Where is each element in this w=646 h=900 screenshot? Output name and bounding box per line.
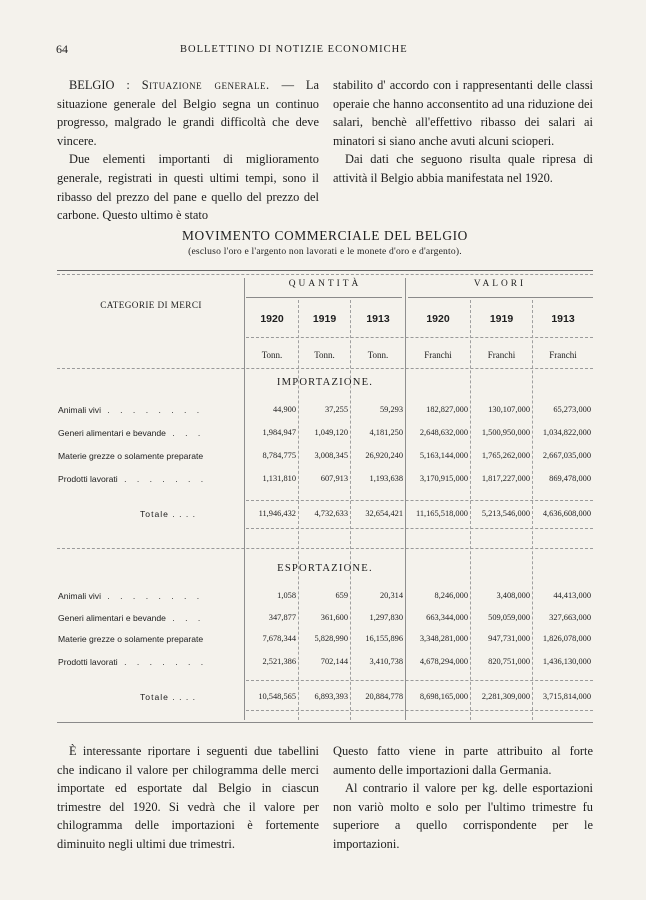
import-cell-value: 182,827,000 (426, 405, 468, 414)
export-total-value: 2,281,309,000 (481, 692, 530, 701)
export-cell-value: 5,828,990 (314, 634, 348, 643)
export-cell-value: 3,410,738 (369, 657, 403, 666)
export-total-value: 3,715,814,000 (542, 692, 591, 701)
export-cell-value: 7,678,344 (262, 634, 296, 643)
row-label-text: Prodotti lavorati (58, 657, 118, 667)
export-row-label (58, 613, 236, 623)
intro-right-paragraph-2: Dai dati che seguono risulta quale ripresa di attività il Belgio abbia manifestata nel 1920. (333, 152, 593, 185)
col-sep-category (244, 278, 245, 720)
running-title: BOLLETTINO DI NOTIZIE ECONOMICHE (180, 44, 408, 55)
import-cell-value: 4,181,250 (369, 428, 403, 437)
row-label-text: Generi alimentari e bevande (58, 428, 166, 438)
closing-left-column (57, 742, 319, 854)
export-cell-value: 3,408,000 (496, 591, 530, 600)
import-total-value: 11,165,518,000 (415, 509, 468, 518)
unit-header: Tonn. (367, 350, 389, 360)
import-cell-value: 1,193,638 (369, 474, 403, 483)
export-top-rule (57, 548, 593, 549)
row-label-text: Prodotti lavorati (58, 474, 118, 484)
col-sep-quantity-values (405, 278, 406, 720)
export-cell-value: 509,059,000 (488, 613, 530, 622)
dot-leader: . . . (165, 613, 205, 623)
closing-right-column (333, 742, 593, 854)
export-cell-value: 659 (335, 591, 348, 600)
import-cell-value: 26,920,240 (365, 451, 403, 460)
import-cell-value: 44,900 (272, 405, 296, 414)
group-header-quantity: QUANTITÀ (288, 279, 362, 289)
page-number: 64 (56, 42, 68, 56)
export-cell-value: 4,678,294,000 (419, 657, 468, 666)
import-total-value: 5,213,546,000 (481, 509, 530, 518)
intro-right-paragraph-1: stabilito d' accordo con i rappresentanti delle classi operaie che hanno acconsentito ad una riduzione dei salari, benchè all'effettivo ribasso dei salari ai minatori si siano anche avuti alcuni scioperi. (333, 78, 593, 148)
export-cell-value: 1,297,830 (369, 613, 403, 622)
import-cell-value: 130,107,000 (488, 405, 530, 414)
year-header: 1913 (551, 313, 575, 325)
export-cell-value: 44,413,000 (553, 591, 591, 600)
dot-leader: . . . . . . . (117, 657, 208, 667)
closing-right-paragraph-2: Al contrario il valore per kg. delle esportazioni non variò molto e solo per l'ultimo trimestre fu superiore a quello corrispondente per le importazioni. (333, 781, 593, 851)
group-header-values: VALORI (473, 279, 527, 289)
import-row-label (58, 405, 236, 415)
intro-left-paragraph-2: Due elementi importanti di miglioramento generale, registrati in questi ultimi tempi, sono il ribasso del prezzo del pane e quello del prezzo del carbone. Questo ultimo è stato (57, 152, 319, 223)
dot-leader: . . . . . . . . (100, 405, 204, 415)
row-label-text: Materie grezze o solamente preparate (58, 451, 204, 461)
export-total-value: 8,698,165,000 (419, 692, 468, 701)
unit-header: Tonn. (261, 350, 283, 360)
export-cell-value: 702,144 (320, 657, 348, 666)
row-label-text: Totale (140, 692, 169, 702)
export-cell-value: 663,344,000 (426, 613, 468, 622)
row-label-text: Totale (140, 509, 169, 519)
closing-right-paragraph-1: Questo fatto viene in parte attribuito al forte aumento delle importazioni dalla Germania. (333, 744, 593, 777)
import-total-value: 11,946,432 (258, 509, 296, 518)
unit-header: Franchi (549, 350, 577, 360)
import-cell-value: 1,817,227,000 (481, 474, 530, 483)
export-cell-value: 2,521,386 (262, 657, 296, 666)
import-cell-value: 3,008,345 (314, 451, 348, 460)
year-header: 1919 (489, 313, 514, 325)
import-cell-value: 1,984,947 (262, 428, 296, 437)
export-row-label (58, 634, 236, 644)
import-cell-value: 869,478,000 (549, 474, 591, 483)
import-cell-value: 8,784,775 (262, 451, 296, 460)
import-total-value: 4,732,633 (314, 509, 348, 518)
intro-right-column (333, 76, 593, 188)
export-cell-value: 327,663,000 (549, 613, 591, 622)
row-label-text: Animali vivi (58, 405, 101, 415)
import-total-value: 4,636,608,000 (542, 509, 591, 518)
export-cell-value: 947,731,000 (488, 634, 530, 643)
export-cell-value: 20,314 (379, 591, 403, 600)
table-top-rule-2 (57, 274, 593, 275)
import-row-label (58, 474, 236, 484)
row-label-text: Animali vivi (58, 591, 101, 601)
import-cell-value: 37,255 (324, 405, 348, 414)
year-header: 1920 (426, 313, 450, 325)
import-cell-value: 1,034,822,000 (542, 428, 591, 437)
country-lead: BELGIO : (69, 78, 130, 92)
import-cell-value: 3,170,915,000 (419, 474, 468, 483)
import-cell-value: 1,049,120 (314, 428, 348, 437)
year-header: 1920 (260, 313, 284, 325)
export-section-heading: ESPORTAZIONE. (277, 563, 373, 574)
export-cell-value: 347,877 (268, 613, 296, 622)
export-total-label (140, 692, 236, 702)
import-cell-value: 59,293 (379, 405, 403, 414)
export-cell-value: 1,826,078,000 (542, 634, 591, 643)
export-total-value: 10,548,565 (258, 692, 296, 701)
closing-left-paragraph: È interessante riportare i seguenti due tabellini che indicano il valore per chilogramma delle merci importate ed esportate dal Belgio in ciascun trimestre del 1920. Si vedrà che il valore per chilogramma delle importazioni è fortemente diminuito negli ultimi due trimestri. (57, 744, 319, 851)
table-subtitle: (escluso l'oro e l'argento non lavorati e le monete d'oro e d'argento). (188, 246, 462, 257)
heading-dash: — La (281, 78, 319, 92)
dot-leader: . . . . (168, 509, 197, 519)
table-top-rule (57, 270, 593, 271)
dot-leader: . . . (165, 428, 205, 438)
export-total-value: 6,893,393 (314, 692, 348, 701)
dot-leader: . . . . (168, 692, 197, 702)
export-cell-value: 361,600 (320, 613, 348, 622)
year-header: 1919 (312, 313, 337, 325)
export-cell-value: 8,246,000 (434, 591, 468, 600)
export-row-label (58, 657, 236, 667)
dot-leader: . . . . . . . . (100, 591, 204, 601)
category-header: CATEGORIE DI MERCI (100, 300, 202, 310)
row-label-text: Generi alimentari e bevande (58, 613, 166, 623)
section-heading: Situazione generale. (141, 78, 270, 92)
import-row-label (58, 428, 236, 438)
import-total-value: 32,654,421 (365, 509, 403, 518)
import-cell-value: 1,765,262,000 (481, 451, 530, 460)
import-cell-value: 65,273,000 (553, 405, 591, 414)
group-rule-values (408, 297, 593, 298)
import-cell-value: 1,131,810 (262, 474, 296, 483)
dot-leader: . . . . . . . (117, 474, 208, 484)
table-bottom-rule (57, 722, 593, 723)
import-cell-value: 607,913 (320, 474, 348, 483)
export-cell-value: 3,348,281,000 (419, 634, 468, 643)
import-cell-value: 5,163,144,000 (419, 451, 468, 460)
intro-left-paragraph-1 (57, 76, 319, 150)
group-rule-quantity (246, 297, 402, 298)
import-cell-value: 1,500,950,000 (481, 428, 530, 437)
import-total-label (140, 509, 236, 519)
export-row-label (58, 591, 236, 601)
export-cell-value: 820,751,000 (488, 657, 530, 666)
export-cell-value: 1,058 (277, 591, 296, 600)
import-cell-value: 2,667,035,000 (542, 451, 591, 460)
row-label-text: Materie grezze o solamente preparate (58, 634, 204, 644)
units-rule (57, 368, 593, 369)
unit-header: Franchi (487, 350, 516, 360)
intro-left-paragraph-1-text: situazione generale del Belgio segna un continuo progresso, malgrado le grandi difficoltà che deve vincere. (57, 96, 319, 148)
unit-header: Tonn. (314, 350, 335, 360)
import-row-label (58, 451, 236, 461)
export-total-value: 20,884,778 (365, 692, 403, 701)
export-cell-value: 1,436,130,000 (542, 657, 591, 666)
export-cell-value: 16,155,896 (365, 634, 403, 643)
import-section-heading: IMPORTAZIONE. (276, 377, 374, 388)
import-cell-value: 2,648,632,000 (419, 428, 468, 437)
unit-header: Franchi (424, 350, 452, 360)
table-title: MOVIMENTO COMMERCIALE DEL BELGIO (182, 228, 468, 243)
intro-left-column (57, 76, 319, 225)
year-header: 1913 (366, 313, 390, 325)
